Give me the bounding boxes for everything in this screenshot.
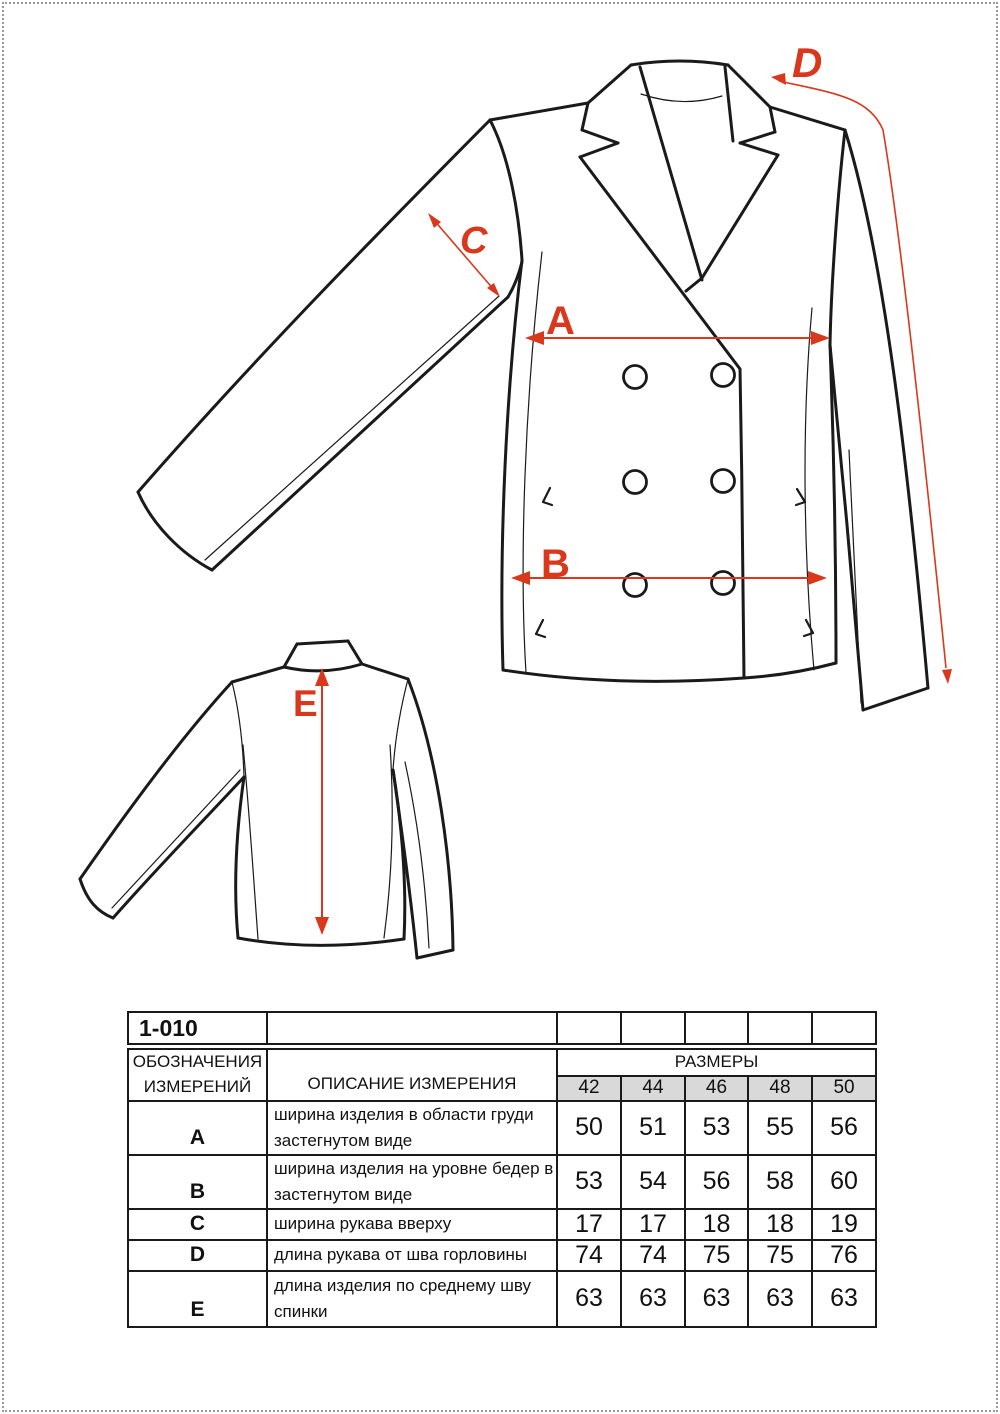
collar <box>582 61 775 280</box>
back-view-jacket <box>80 641 453 958</box>
measure-key: E <box>128 1271 267 1327</box>
measure-value: 63 <box>748 1271 812 1327</box>
size-col-header: 48 <box>748 1076 812 1101</box>
front-left-body <box>490 120 552 673</box>
measure-value: 56 <box>685 1155 748 1209</box>
label-b: B <box>541 542 570 586</box>
lapels <box>580 143 778 369</box>
pocket-notch <box>543 488 552 505</box>
article-table <box>127 1011 877 1045</box>
measure-key: D <box>128 1240 267 1271</box>
measure-value: 75 <box>748 1240 812 1271</box>
measure-value: 56 <box>812 1101 876 1155</box>
measure-value: 50 <box>557 1101 621 1155</box>
measure-key: A <box>128 1101 267 1155</box>
measure-description: ширина изделия на уровне бедер в застегнутом виде <box>267 1155 557 1209</box>
button <box>624 574 647 597</box>
measure-arrow-d <box>771 73 952 684</box>
measure-value: 60 <box>812 1155 876 1209</box>
measure-value: 18 <box>748 1209 812 1240</box>
article-empty-cell <box>621 1012 685 1044</box>
button <box>624 471 647 494</box>
pocket-notch <box>804 620 813 636</box>
right-shoulder-seam <box>770 107 845 130</box>
description-header: ОПИСАНИЕ ИЗМЕРЕНИЯ <box>267 1049 557 1101</box>
pocket-notch <box>536 620 545 637</box>
measure-value: 75 <box>685 1240 748 1271</box>
front-edge-and-hem <box>503 369 836 681</box>
article-empty-cell <box>557 1012 621 1044</box>
back-left-sleeve <box>80 682 244 918</box>
measure-value: 18 <box>685 1209 748 1240</box>
button <box>712 470 735 493</box>
measure-value: 76 <box>812 1240 876 1271</box>
measure-key: C <box>128 1209 267 1240</box>
front-left-sleeve <box>138 120 522 570</box>
measure-value: 19 <box>812 1209 876 1240</box>
size-col-header: 44 <box>621 1076 685 1101</box>
back-left-shoulder <box>232 667 284 682</box>
back-right-sleeve <box>393 679 453 958</box>
table-row-b <box>128 1155 876 1209</box>
measure-description: длина рукава от шва горловины <box>267 1240 557 1271</box>
measure-key: B <box>128 1155 267 1209</box>
measure-value: 51 <box>621 1101 685 1155</box>
pocket-notch <box>796 489 805 505</box>
measure-value: 63 <box>621 1271 685 1327</box>
table-row-c <box>128 1209 876 1240</box>
measure-value: 55 <box>748 1101 812 1155</box>
measure-value: 74 <box>557 1240 621 1271</box>
table-row-e <box>128 1271 876 1327</box>
size-col-header: 46 <box>685 1076 748 1101</box>
back-right-shoulder <box>362 664 408 679</box>
article-empty-cell <box>685 1012 748 1044</box>
measure-value: 17 <box>621 1209 685 1240</box>
button <box>712 364 735 387</box>
buttons <box>624 364 735 597</box>
measure-description: ширина изделия в области груди застегнутом виде <box>267 1101 557 1155</box>
front-right-body <box>796 130 845 670</box>
label-c: C <box>460 220 488 262</box>
size-table <box>127 1048 877 1328</box>
article-empty-cell <box>748 1012 812 1044</box>
back-body <box>232 679 408 945</box>
measure-description: длина изделия по среднему шву спинки <box>267 1271 557 1327</box>
back-collar <box>284 641 362 671</box>
measure-value: 53 <box>557 1155 621 1209</box>
article-empty-cell <box>267 1012 557 1044</box>
measure-value: 63 <box>812 1271 876 1327</box>
measure-value: 74 <box>621 1240 685 1271</box>
size-col-header: 42 <box>557 1076 621 1101</box>
button <box>624 366 647 389</box>
label-a: A <box>546 299 575 343</box>
measure-value: 63 <box>685 1271 748 1327</box>
left-shoulder-seam <box>490 103 588 120</box>
sizes-header: РАЗМЕРЫ <box>557 1049 876 1076</box>
measure-value: 63 <box>557 1271 621 1327</box>
button <box>712 572 735 595</box>
article-number: 1-010 <box>128 1012 267 1044</box>
table-row-d <box>128 1240 876 1271</box>
table-row-a <box>128 1101 876 1155</box>
size-col-header: 50 <box>812 1076 876 1101</box>
front-right-sleeve <box>830 130 928 710</box>
designation-header: ОБОЗНАЧЕНИЯ ИЗМЕРЕНИЙ <box>128 1049 267 1101</box>
measure-description: ширина рукава вверху <box>267 1209 557 1240</box>
article-empty-cell <box>812 1012 876 1044</box>
label-d: D <box>792 39 823 86</box>
front-view-jacket <box>138 61 928 710</box>
measure-value: 58 <box>748 1155 812 1209</box>
measure-value: 54 <box>621 1155 685 1209</box>
label-e: E <box>293 683 318 724</box>
measure-value: 53 <box>685 1101 748 1155</box>
measure-value: 17 <box>557 1209 621 1240</box>
